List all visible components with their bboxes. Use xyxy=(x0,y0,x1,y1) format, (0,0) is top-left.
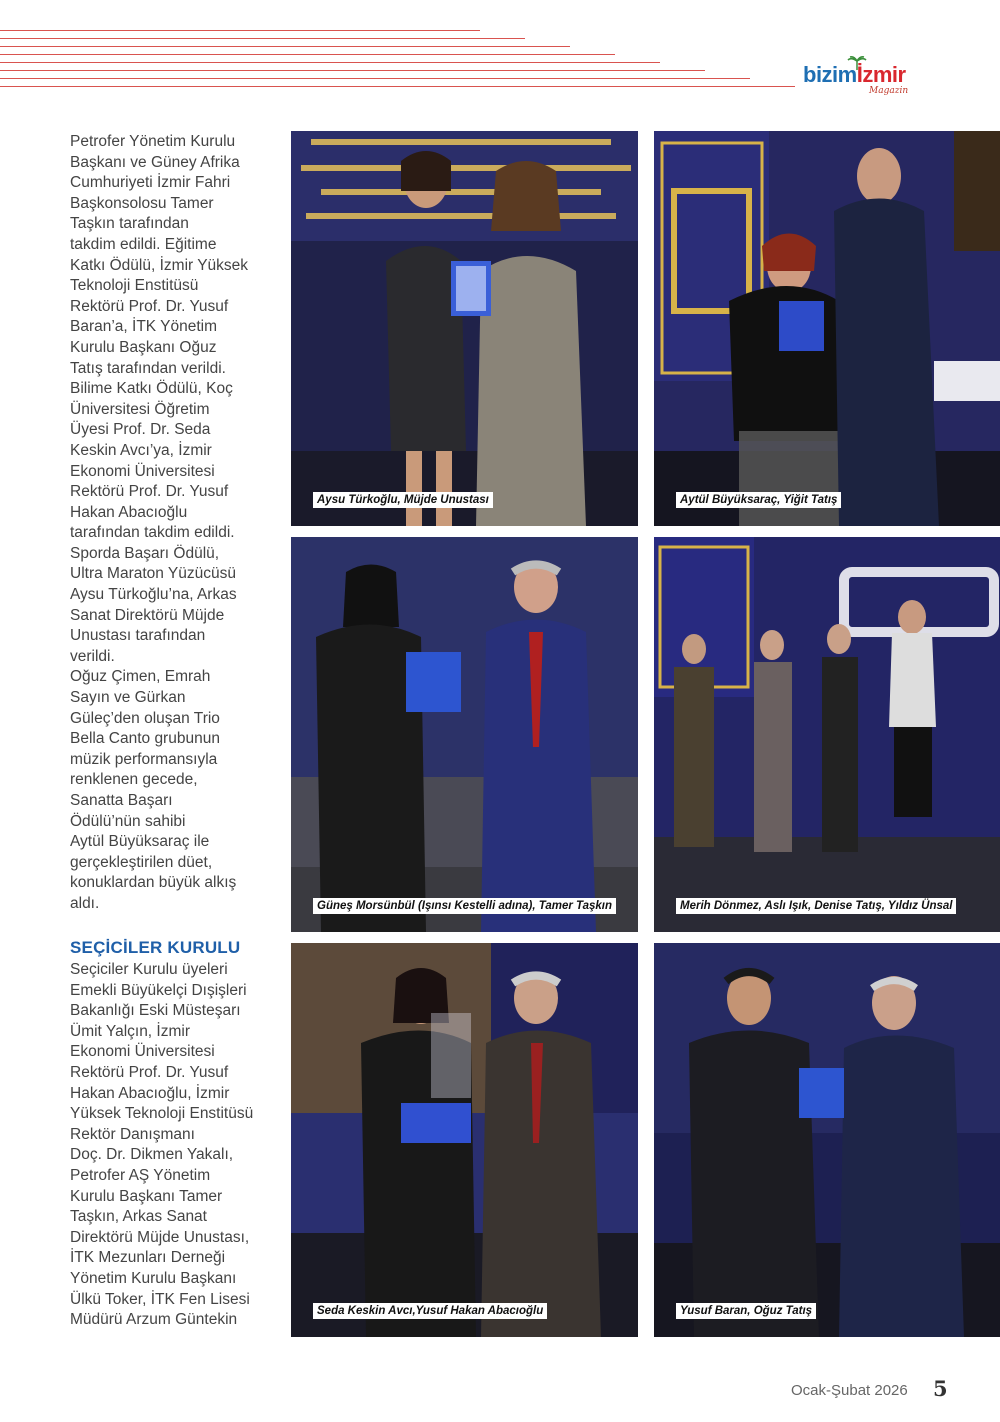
text-line: Emekli Büyükelçi Dışişleri xyxy=(70,981,247,999)
text-line: Baran’a, İTK Yönetim xyxy=(70,318,218,336)
photo-illustration xyxy=(654,131,1000,526)
brand-name: bizimİzmir xyxy=(803,62,906,87)
text-line: Hakan Abacıoğlu xyxy=(70,503,188,521)
text-line: Direktörü Müjde Unustası, xyxy=(70,1228,250,1246)
text-line: İTK Mezunları Derneği xyxy=(70,1249,226,1267)
header-decor-line xyxy=(0,70,705,71)
header-decor-line xyxy=(0,86,795,87)
photo-illustration xyxy=(291,943,638,1337)
text-line: Bella Canto grubunun xyxy=(70,730,220,748)
text-line: tarafından takdim edildi. xyxy=(70,524,235,542)
brand-logo xyxy=(803,62,923,98)
photo-gunes-morsunbul-tamer-taskin xyxy=(291,537,638,932)
text-line: Bakanlığı Eski Müsteşarı xyxy=(70,1002,241,1020)
text-line: Ekonomi Üniversitesi xyxy=(70,1043,215,1061)
photo-caption: Aytül Büyüksaraç, Yiğit Tatış xyxy=(676,492,841,508)
text-line: Rektörü Prof. Dr. Yusuf xyxy=(70,1063,229,1081)
text-line: Sanatta Başarı xyxy=(70,792,173,809)
text-line: Aytül Büyüksaraç ile xyxy=(70,833,210,851)
text-line: takdim edildi. Eğitime xyxy=(70,235,217,253)
article-paragraph-2 xyxy=(70,960,270,1331)
text-line: Yönetim Kurulu Başkanı xyxy=(70,1269,237,1287)
photo-illustration xyxy=(654,537,1000,932)
text-line: Cumhuriyeti İzmir Fahri xyxy=(70,174,231,192)
photo-illustration xyxy=(654,943,1000,1337)
text-line: Rektör Danışmanı xyxy=(70,1125,195,1143)
text-line: verildi. xyxy=(70,647,115,665)
text-line: Sporda Başarı Ödülü, xyxy=(70,544,220,562)
text-line: Seçiciler Kurulu üyeleri xyxy=(70,961,228,978)
photo-aytul-buyuksarac-yigit-tatis xyxy=(654,131,1000,526)
text-line: Ümit Yalçın, İzmir xyxy=(70,1022,190,1040)
text-line: Petrofer Yönetim Kurulu xyxy=(70,133,236,150)
text-line: Petrofer AŞ Yönetim xyxy=(70,1166,211,1184)
photo-caption: Aysu Türkoğlu, Müjde Unustası xyxy=(313,492,493,508)
photo-caption: Merih Dönmez, Aslı Işık, Denise Tatış, Yıldız Ünsal xyxy=(676,898,956,914)
photo-caption: Güneş Morsünbül (Işınsı Kestelli adına), Tamer Taşkın xyxy=(313,898,616,914)
page-number: 5 xyxy=(933,1376,948,1401)
photo-caption: Seda Keskin Avcı,Yusuf Hakan Abacıoğlu xyxy=(313,1303,547,1319)
text-line: Keskin Avcı’ya, İzmir xyxy=(70,441,212,459)
brand-tagline: Magazin xyxy=(869,86,909,96)
text-line: Güleç’den oluşan Trio xyxy=(70,709,220,727)
article-paragraph-1 xyxy=(70,132,270,915)
text-line: Ülkü Toker, İTK Fen Lisesi xyxy=(70,1290,250,1308)
text-line: aldı. xyxy=(70,894,100,912)
text-line: Üniversitesi Öğretim xyxy=(70,400,210,418)
section-heading: SEÇİCİLER KURULU xyxy=(70,938,241,957)
text-line: Hakan Abacıoğlu, İzmir xyxy=(70,1084,230,1102)
text-line: Ödülü’nün sahibi xyxy=(70,812,186,830)
photo-illustration xyxy=(291,131,638,526)
text-line: Üyesi Prof. Dr. Seda xyxy=(70,421,211,439)
text-line: Müdürü Arzum Güntekin xyxy=(70,1311,238,1329)
photo-aysu-turkoglu-mujde-unustasi xyxy=(291,131,638,526)
text-line: Ultra Maraton Yüzücüsü xyxy=(70,565,236,583)
text-line: müzik performansıyla xyxy=(70,750,218,768)
photo-yusuf-baran-oguz-tatis xyxy=(654,943,1000,1337)
text-line: Yüksek Teknoloji Enstitüsü xyxy=(70,1105,254,1123)
header-decor-line xyxy=(0,62,660,63)
text-line: Sanat Direktörü Müjde xyxy=(70,606,225,624)
text-line: Katkı Ödülü, İzmir Yüksek xyxy=(70,256,249,274)
text-line: Rektörü Prof. Dr. Yusuf xyxy=(70,297,229,315)
text-line: Aysu Türkoğlu’na, Arkas xyxy=(70,586,237,604)
text-line: Taşkın tarafından xyxy=(70,215,189,233)
photo-seda-keskin-avci-yusuf-hakan-abacioglu xyxy=(291,943,638,1337)
text-line: Rektörü Prof. Dr. Yusuf xyxy=(70,483,229,501)
text-line: konuklardan büyük alkış xyxy=(70,874,237,892)
text-line: Sayın ve Gürkan xyxy=(70,689,186,707)
header-decor-line xyxy=(0,46,570,47)
header-decor-line xyxy=(0,78,750,79)
text-line: renklenen gecede, xyxy=(70,771,198,789)
text-line: Başkanı ve Güney Afrika xyxy=(70,153,240,171)
text-line: Taşkın, Arkas Sanat xyxy=(70,1208,207,1226)
photo-illustration xyxy=(291,537,638,932)
text-line: Kurulu Başkanı Tamer xyxy=(70,1187,223,1205)
text-line: gerçekleştirilen düet, xyxy=(70,853,213,871)
text-line: Oğuz Çimen, Emrah xyxy=(70,668,211,686)
text-line: Başkonsolosu Tamer xyxy=(70,194,214,212)
photo-merih-donmez-asli-isik-denise-tatis-yildiz-unsal xyxy=(654,537,1000,932)
header-decor-line xyxy=(0,54,615,55)
text-line: Kurulu Başkanı Oğuz xyxy=(70,338,217,356)
header-decor-line xyxy=(0,38,525,39)
text-line: Teknoloji Enstitüsü xyxy=(70,277,199,295)
text-line: Ekonomi Üniversitesi xyxy=(70,462,215,480)
header-decor-line xyxy=(0,30,480,31)
photo-caption: Yusuf Baran, Oğuz Tatış xyxy=(676,1303,816,1319)
text-line: Bilime Katkı Ödülü, Koç xyxy=(70,380,233,398)
text-line: Unustası tarafından xyxy=(70,627,206,645)
issue-date: Ocak-Şubat 2026 xyxy=(791,1382,908,1399)
text-line: Doç. Dr. Dikmen Yakalı, xyxy=(70,1146,234,1164)
text-line: Tatış tarafından verildi. xyxy=(70,359,226,377)
